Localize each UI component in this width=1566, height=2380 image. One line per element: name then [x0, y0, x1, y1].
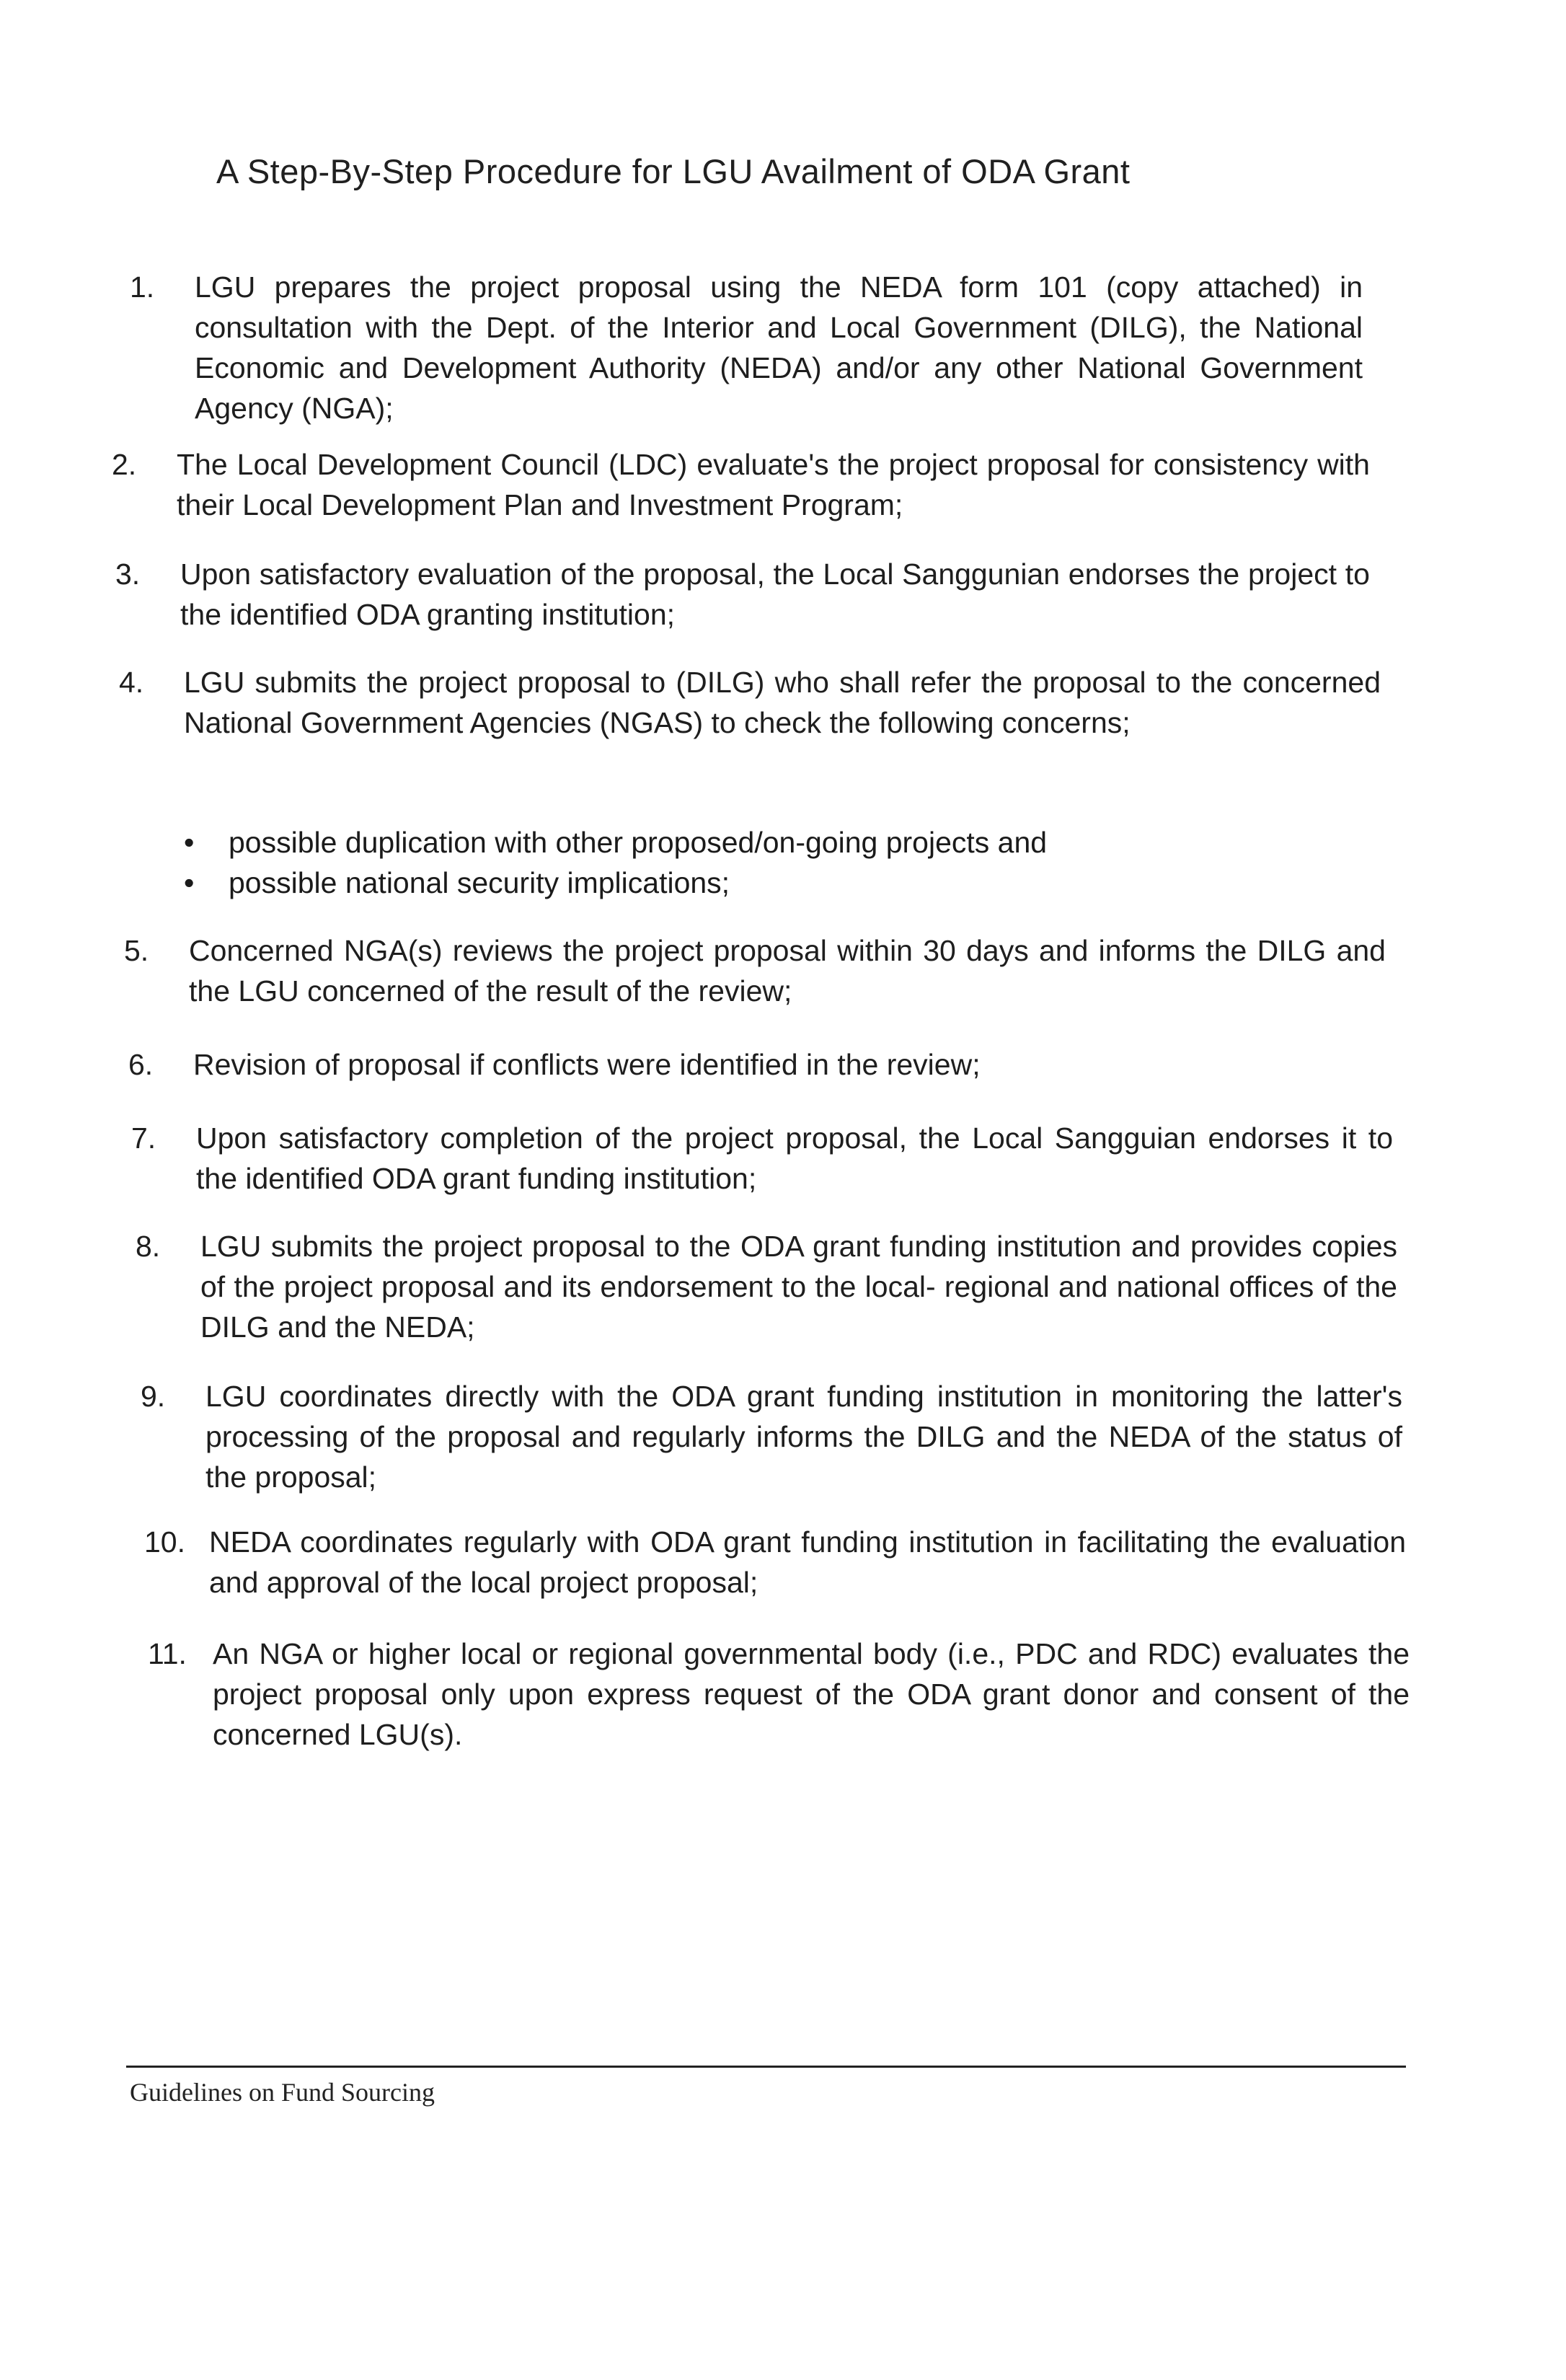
footer-text: Guidelines on Fund Sourcing	[130, 2078, 435, 2107]
bullet-text: possible national security implications;	[229, 866, 730, 899]
concerns-list	[184, 822, 1265, 903]
bullet-text: possible duplication with other proposed/on-going projects and	[229, 826, 1048, 859]
step-text: NEDA coordinates regularly with ODA grant funding institution in facilitating the evaluation and approval of the local project proposal;	[209, 1525, 1406, 1599]
step-number: 3.	[115, 557, 141, 591]
step-7	[131, 1118, 1393, 1199]
step-number: 11.	[148, 1637, 187, 1670]
step-text: LGU coordinates directly with the ODA grant funding institution in monitoring the latter's processing of the proposal and regularly informs the DILG and the NEDA of the status of the proposal;	[205, 1380, 1402, 1494]
step-text: LGU prepares the project proposal using the NEDA form 101 (copy attached) in consultation with the Dept. of the Interior and Local Government (DILG), the National Economic and Development Authority (NEDA) and/or any other National Government Agency (NGA);	[195, 270, 1363, 425]
step-text: Upon satisfactory evaluation of the proposal, the Local Sanggunian endorses the project to the identified ODA granting institution;	[180, 557, 1370, 631]
document-title: A Step-By-Step Procedure for LGU Availment of ODA Grant	[216, 152, 1131, 190]
list-item	[184, 822, 1265, 863]
step-11	[148, 1634, 1410, 1755]
step-text: Revision of proposal if conflicts were identified in the review;	[193, 1048, 981, 1081]
step-2	[112, 444, 1370, 525]
step-text: The Local Development Council (LDC) evaluate's the project proposal for consistency with their Local Development Plan and Investment Program;	[177, 448, 1370, 521]
step-number: 7.	[131, 1121, 156, 1155]
step-text: Upon satisfactory completion of the project proposal, the Local Sangguian endorses it to the identified ODA grant funding institution;	[196, 1121, 1393, 1195]
step-number: 2.	[112, 448, 137, 481]
list-item	[184, 863, 1265, 903]
step-5	[124, 930, 1386, 1011]
step-6	[128, 1044, 1390, 1085]
step-8	[136, 1226, 1397, 1347]
step-number: 6.	[128, 1048, 154, 1081]
step-number: 9.	[141, 1380, 166, 1413]
step-number: 8.	[136, 1230, 161, 1263]
step-number: 1.	[130, 270, 155, 304]
step-text: Concerned NGA(s) reviews the project proposal within 30 days and informs the DILG and the LGU concerned of the result of the review;	[189, 934, 1386, 1008]
step-number: 10.	[144, 1525, 185, 1559]
step-number: 5.	[124, 934, 149, 967]
step-1	[130, 267, 1363, 428]
step-4	[119, 662, 1381, 743]
step-text: An NGA or higher local or regional governmental body (i.e., PDC and RDC) evaluates the project proposal only upon express request of the ODA grant donor and consent of the concerned LGU(s).	[213, 1637, 1410, 1751]
step-9	[141, 1376, 1402, 1497]
bullet-icon: •	[184, 866, 195, 899]
step-3	[115, 554, 1370, 635]
step-number: 4.	[119, 666, 144, 699]
step-text: LGU submits the project proposal to (DILG) who shall refer the proposal to the concerned National Government Agencies (NGAS) to check the following concerns;	[184, 666, 1381, 739]
bullet-icon: •	[184, 826, 195, 859]
step-10	[144, 1522, 1406, 1603]
step-text: LGU submits the project proposal to the ODA grant funding institution and provides copies of the project proposal and its endorsement to the local- regional and national offices of the DILG and the NEDA;	[200, 1230, 1397, 1344]
footer-divider	[126, 2066, 1406, 2068]
